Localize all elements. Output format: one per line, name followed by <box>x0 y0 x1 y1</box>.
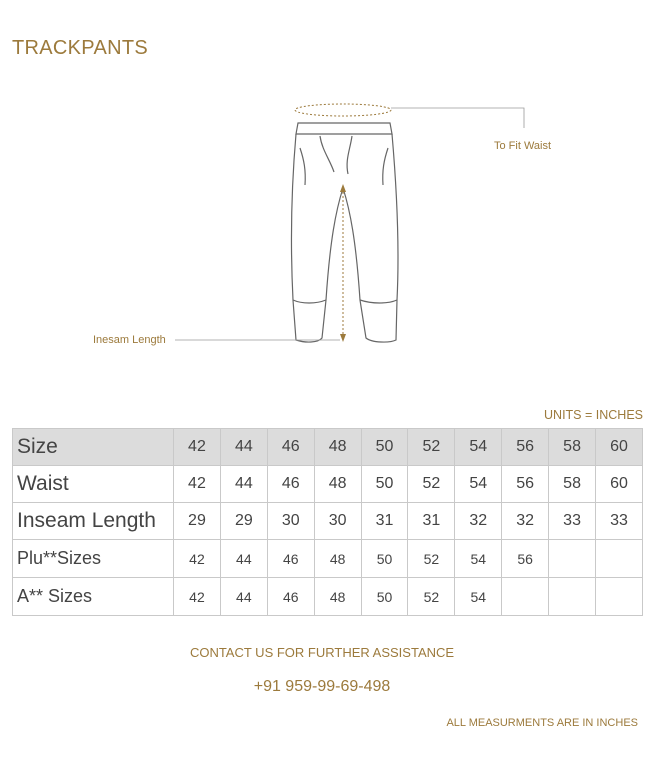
table-cell: 60 <box>596 466 643 503</box>
waist-leader-line <box>391 108 524 128</box>
footer-note: ALL MEASURMENTS ARE IN INCHES <box>446 717 638 729</box>
table-cell: 31 <box>361 503 408 540</box>
waist-ellipse <box>295 104 391 116</box>
table-cell: 56 <box>502 429 549 466</box>
table-cell: 42 <box>174 578 221 616</box>
table-cell <box>596 578 643 616</box>
table-cell: 29 <box>220 503 267 540</box>
table-cell: 46 <box>267 466 314 503</box>
table-cell: 48 <box>314 466 361 503</box>
table-cell: 46 <box>267 540 314 578</box>
table-cell: 42 <box>174 540 221 578</box>
table-cell: 46 <box>267 429 314 466</box>
table-cell: 29 <box>174 503 221 540</box>
table-cell: 42 <box>174 429 221 466</box>
table-cell: 50 <box>361 429 408 466</box>
table-row-plus-sizes <box>13 540 643 578</box>
page-title: TRACKPANTS <box>12 37 148 59</box>
table-cell: 54 <box>455 578 502 616</box>
table-cell: 31 <box>408 503 455 540</box>
trackpants-outline <box>292 123 398 342</box>
table-cell <box>502 578 549 616</box>
table-cell: 60 <box>596 429 643 466</box>
table-cell: 52 <box>408 540 455 578</box>
table-cell: 58 <box>549 466 596 503</box>
table-cell: 44 <box>220 540 267 578</box>
table-row-inseam <box>13 503 643 540</box>
table-cell: 54 <box>455 466 502 503</box>
table-cell: 44 <box>220 578 267 616</box>
table-row-a-sizes <box>13 578 643 616</box>
table-cell: 48 <box>314 540 361 578</box>
table-cell <box>549 578 596 616</box>
table-cell: 50 <box>361 540 408 578</box>
phone-number[interactable]: +91 959-99-69-498 <box>253 678 391 695</box>
row-label: Waist <box>13 466 174 503</box>
size-chart-table <box>12 428 643 616</box>
table-cell: 44 <box>220 429 267 466</box>
table-cell: 52 <box>408 578 455 616</box>
contact-text: CONTACT US FOR FURTHER ASSISTANCE <box>189 645 455 660</box>
trackpants-diagram <box>0 95 655 355</box>
table-cell: 32 <box>502 503 549 540</box>
table-cell: 44 <box>220 466 267 503</box>
table-cell: 48 <box>314 578 361 616</box>
table-cell: 54 <box>455 540 502 578</box>
table-cell: 32 <box>455 503 502 540</box>
table-cell: 48 <box>314 429 361 466</box>
table-cell: 58 <box>549 429 596 466</box>
row-label: Inseam Length <box>13 503 174 540</box>
table-cell <box>596 540 643 578</box>
table-cell <box>549 540 596 578</box>
inseam-arrow-bottom <box>340 334 346 342</box>
table-cell: 46 <box>267 578 314 616</box>
table-cell: 50 <box>361 578 408 616</box>
row-label: A** Sizes <box>13 578 174 616</box>
table-cell: 52 <box>408 429 455 466</box>
table-cell: 50 <box>361 466 408 503</box>
row-label: Plu**Sizes <box>13 540 174 578</box>
table-cell: 56 <box>502 540 549 578</box>
row-label: Size <box>13 429 174 466</box>
table-row-size <box>13 429 643 466</box>
table-cell: 56 <box>502 466 549 503</box>
table-cell: 30 <box>267 503 314 540</box>
table-cell: 33 <box>596 503 643 540</box>
inseam-label: Inesam Length <box>93 334 166 346</box>
table-cell: 30 <box>314 503 361 540</box>
units-label: UNITS = INCHES <box>544 408 643 422</box>
waist-label: To Fit Waist <box>494 140 552 152</box>
table-cell: 42 <box>174 466 221 503</box>
table-cell: 52 <box>408 466 455 503</box>
table-row-waist <box>13 466 643 503</box>
table-cell: 33 <box>549 503 596 540</box>
inseam-arrow-top <box>340 184 346 192</box>
table-cell: 54 <box>455 429 502 466</box>
